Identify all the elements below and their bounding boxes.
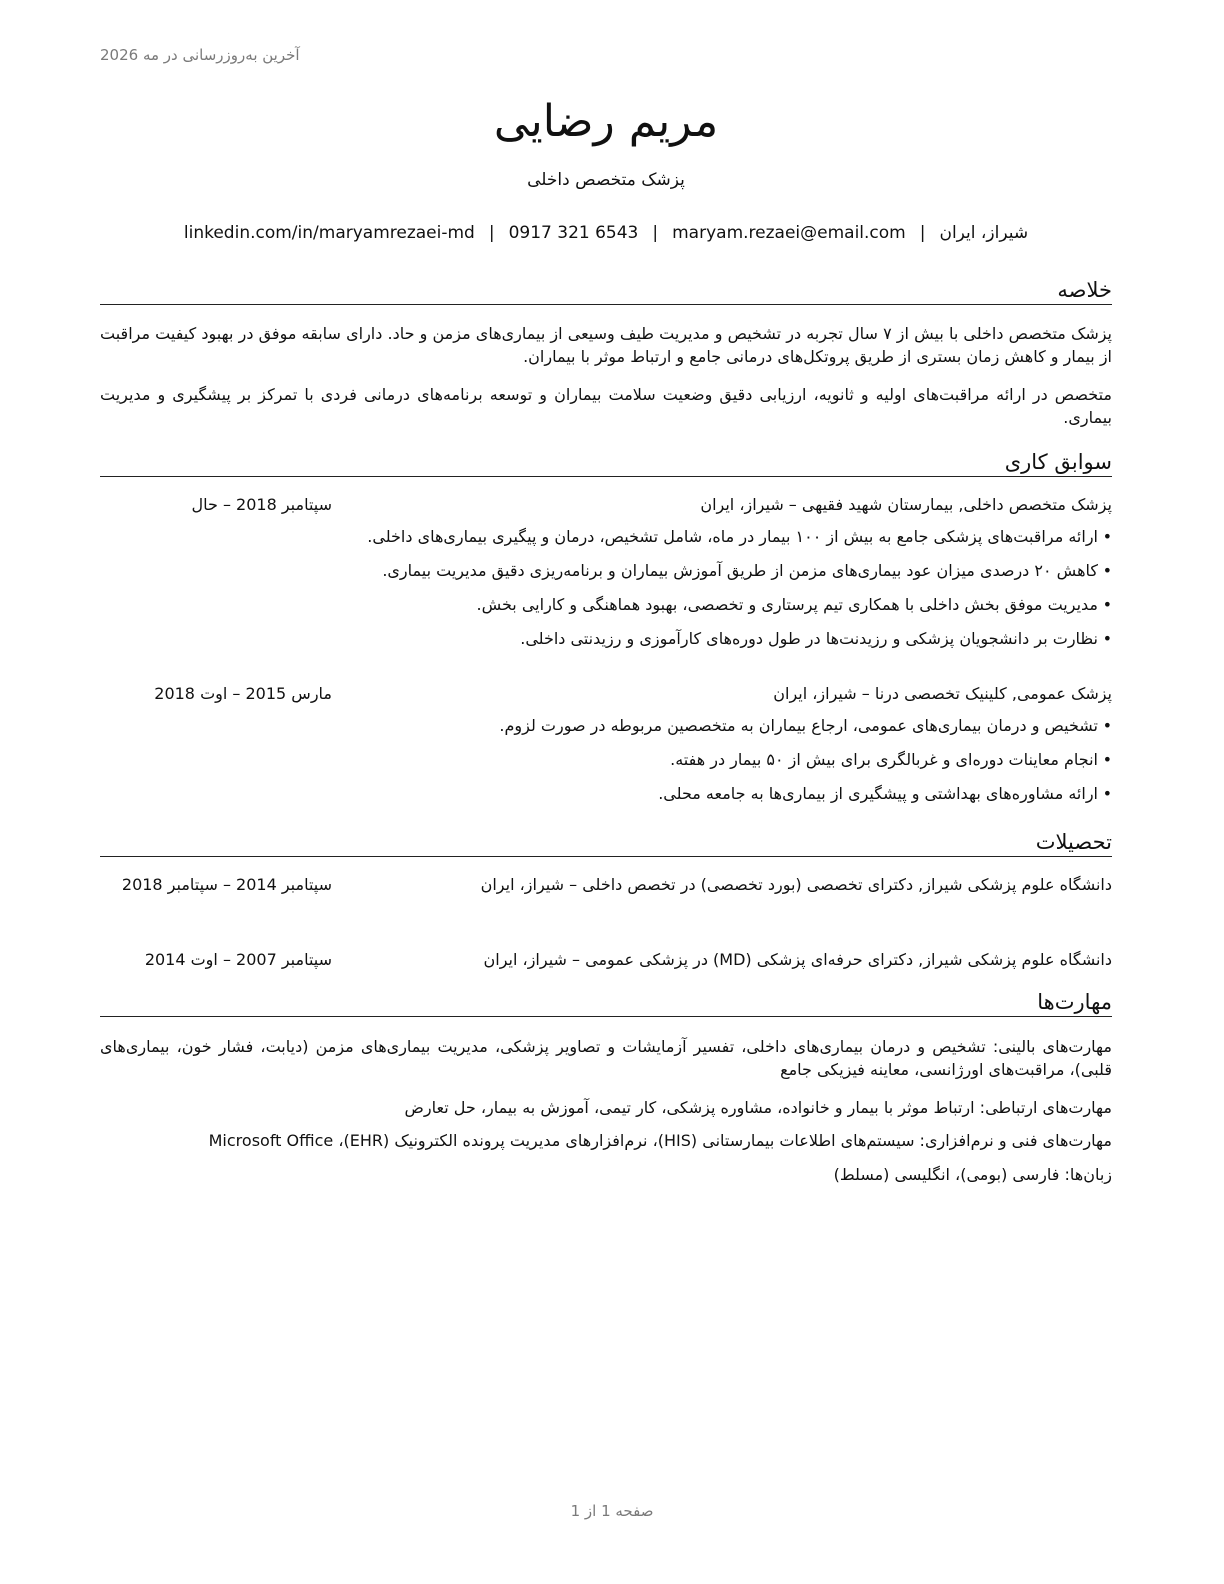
experience-role: پزشک عمومی, کلینیک تخصصی درنا – شیراز، ایران (773, 684, 1112, 703)
list-item: • تشخیص و درمان بیماری‌های عمومی، ارجاع بیماران به متخصصین مربوطه در صورت لزوم. (100, 715, 1112, 749)
summary-paragraph: متخصص در ارائه مراقبت‌های اولیه و ثانویه، ارزیابی دقیق وضعیت سلامت بیماران و توسعه برنامه‌های درمانی فردی با تمرکز بر پیشگیری و مدیریت بیماری. (100, 385, 1112, 427)
skill-line: زبان‌ها: فارسی (بومی)، انگلیسی (مسلط) (833, 1165, 1112, 1184)
page-number: صفحه 1 از 1 (570, 1502, 654, 1520)
last-updated: آخرین به‌روزرسانی در مه 2026 (100, 46, 300, 64)
section-title-experience: سوابق کاری (100, 448, 1112, 477)
list-item: • نظارت بر دانشجویان پزشکی و رزیدنت‌ها در طول دوره‌های کارآموزی و رزیدنتی داخلی. (100, 628, 1112, 662)
experience-date: سپتامبر 2018 – حال (191, 495, 332, 514)
contact-linkedin[interactable]: linkedin.com/in/maryamrezaei-md (183, 223, 475, 243)
list-item: • ارائه مراقبت‌های پزشکی جامع به بیش از ۱۰۰ بیمار در ماه، شامل تشخیص، درمان و پیگیری بیماری‌های داخلی. (100, 526, 1112, 560)
experience-date: مارس 2015 – اوت 2018 (154, 684, 332, 703)
section-title-summary: خلاصه (100, 276, 1112, 305)
list-item: • مدیریت موفق بخش داخلی با همکاری تیم پرستاری و تخصصی، بهبود هماهنگی و کارایی بخش. (100, 594, 1112, 628)
list-item: • کاهش ۲۰ درصدی میزان عود بیماری‌های مزمن از طریق آموزش بیماران و برنامه‌ریزی دقیق مدیریت بیماری. (100, 560, 1112, 594)
resume-page (100, 0, 1112, 1584)
section-title-education: تحصیلات (100, 828, 1112, 857)
candidate-name: مریم رضایی (493, 96, 719, 147)
summary-paragraph: پزشک متخصص داخلی با بیش از ۷ سال تجربه در تشخیص و مدیریت طیف وسیعی از بیماری‌های مزمن و حاد. دارای سابقه موفق در بهبود کیفیت مراقبت از بیمار و کاهش زمان بستری از طریق پروتکل‌های درمانی جامع و ارتباط موثر با بیماران. (100, 324, 1113, 366)
education-date: سپتامبر 2014 – سپتامبر 2018 (121, 875, 332, 894)
contact-email[interactable]: maryam.rezaei@email.com (672, 223, 906, 243)
contact-location: شیراز، ایران (939, 223, 1029, 243)
skill-line: مهارت‌های بالینی: تشخیص و درمان بیماری‌های داخلی، تفسیر آزمایشات و تصاویر پزشکی، مدیریت بیماری‌های مزمن (دیابت، فشار خون، بیماری‌های قلبی)، مراقبت‌های اورژانسی، معاینه فیزیکی جامع (100, 1037, 1112, 1079)
contact-phone[interactable]: 0917 321 6543 (508, 223, 639, 243)
education-degree: دانشگاه علوم پزشکی شیراز, دکترای حرفه‌ای پزشکی (MD) در پزشکی عمومی – شیراز، ایران (483, 950, 1112, 969)
skill-line: مهارت‌های فنی و نرم‌افزاری: سیستم‌های اطلاعات بیمارستانی (HIS)، نرم‌افزارهای مدیریت پرونده الکترونیک (EHR)، Microsoft Office (208, 1131, 1112, 1150)
list-item: • انجام معاینات دوره‌ای و غربالگری برای بیش از ۵۰ بیمار در هفته. (100, 749, 1112, 783)
section-title-skills: مهارت‌ها (100, 988, 1112, 1017)
contact-line (100, 223, 1112, 243)
separator: | (652, 223, 659, 243)
experience-bullets (100, 526, 1112, 662)
separator: | (919, 223, 926, 243)
list-item: • ارائه مشاوره‌های بهداشتی و پیشگیری از بیماری‌ها به جامعه محلی. (100, 783, 1112, 817)
skill-line: مهارت‌های ارتباطی: ارتباط موثر با بیمار و خانواده، مشاوره پزشکی، کار تیمی، آموزش به بیمار، حل تعارض (404, 1098, 1112, 1117)
education-degree: دانشگاه علوم پزشکی شیراز, دکترای تخصصی (بورد تخصصی) در تخصص داخلی – شیراز، ایران (480, 875, 1112, 894)
experience-role: پزشک متخصص داخلی, بیمارستان شهید فقیهی – شیراز، ایران (700, 495, 1112, 514)
experience-bullets (100, 715, 1112, 817)
education-date: سپتامبر 2007 – اوت 2014 (144, 950, 332, 969)
separator: | (488, 223, 495, 243)
job-title: پزشک متخصص داخلی (527, 170, 685, 190)
